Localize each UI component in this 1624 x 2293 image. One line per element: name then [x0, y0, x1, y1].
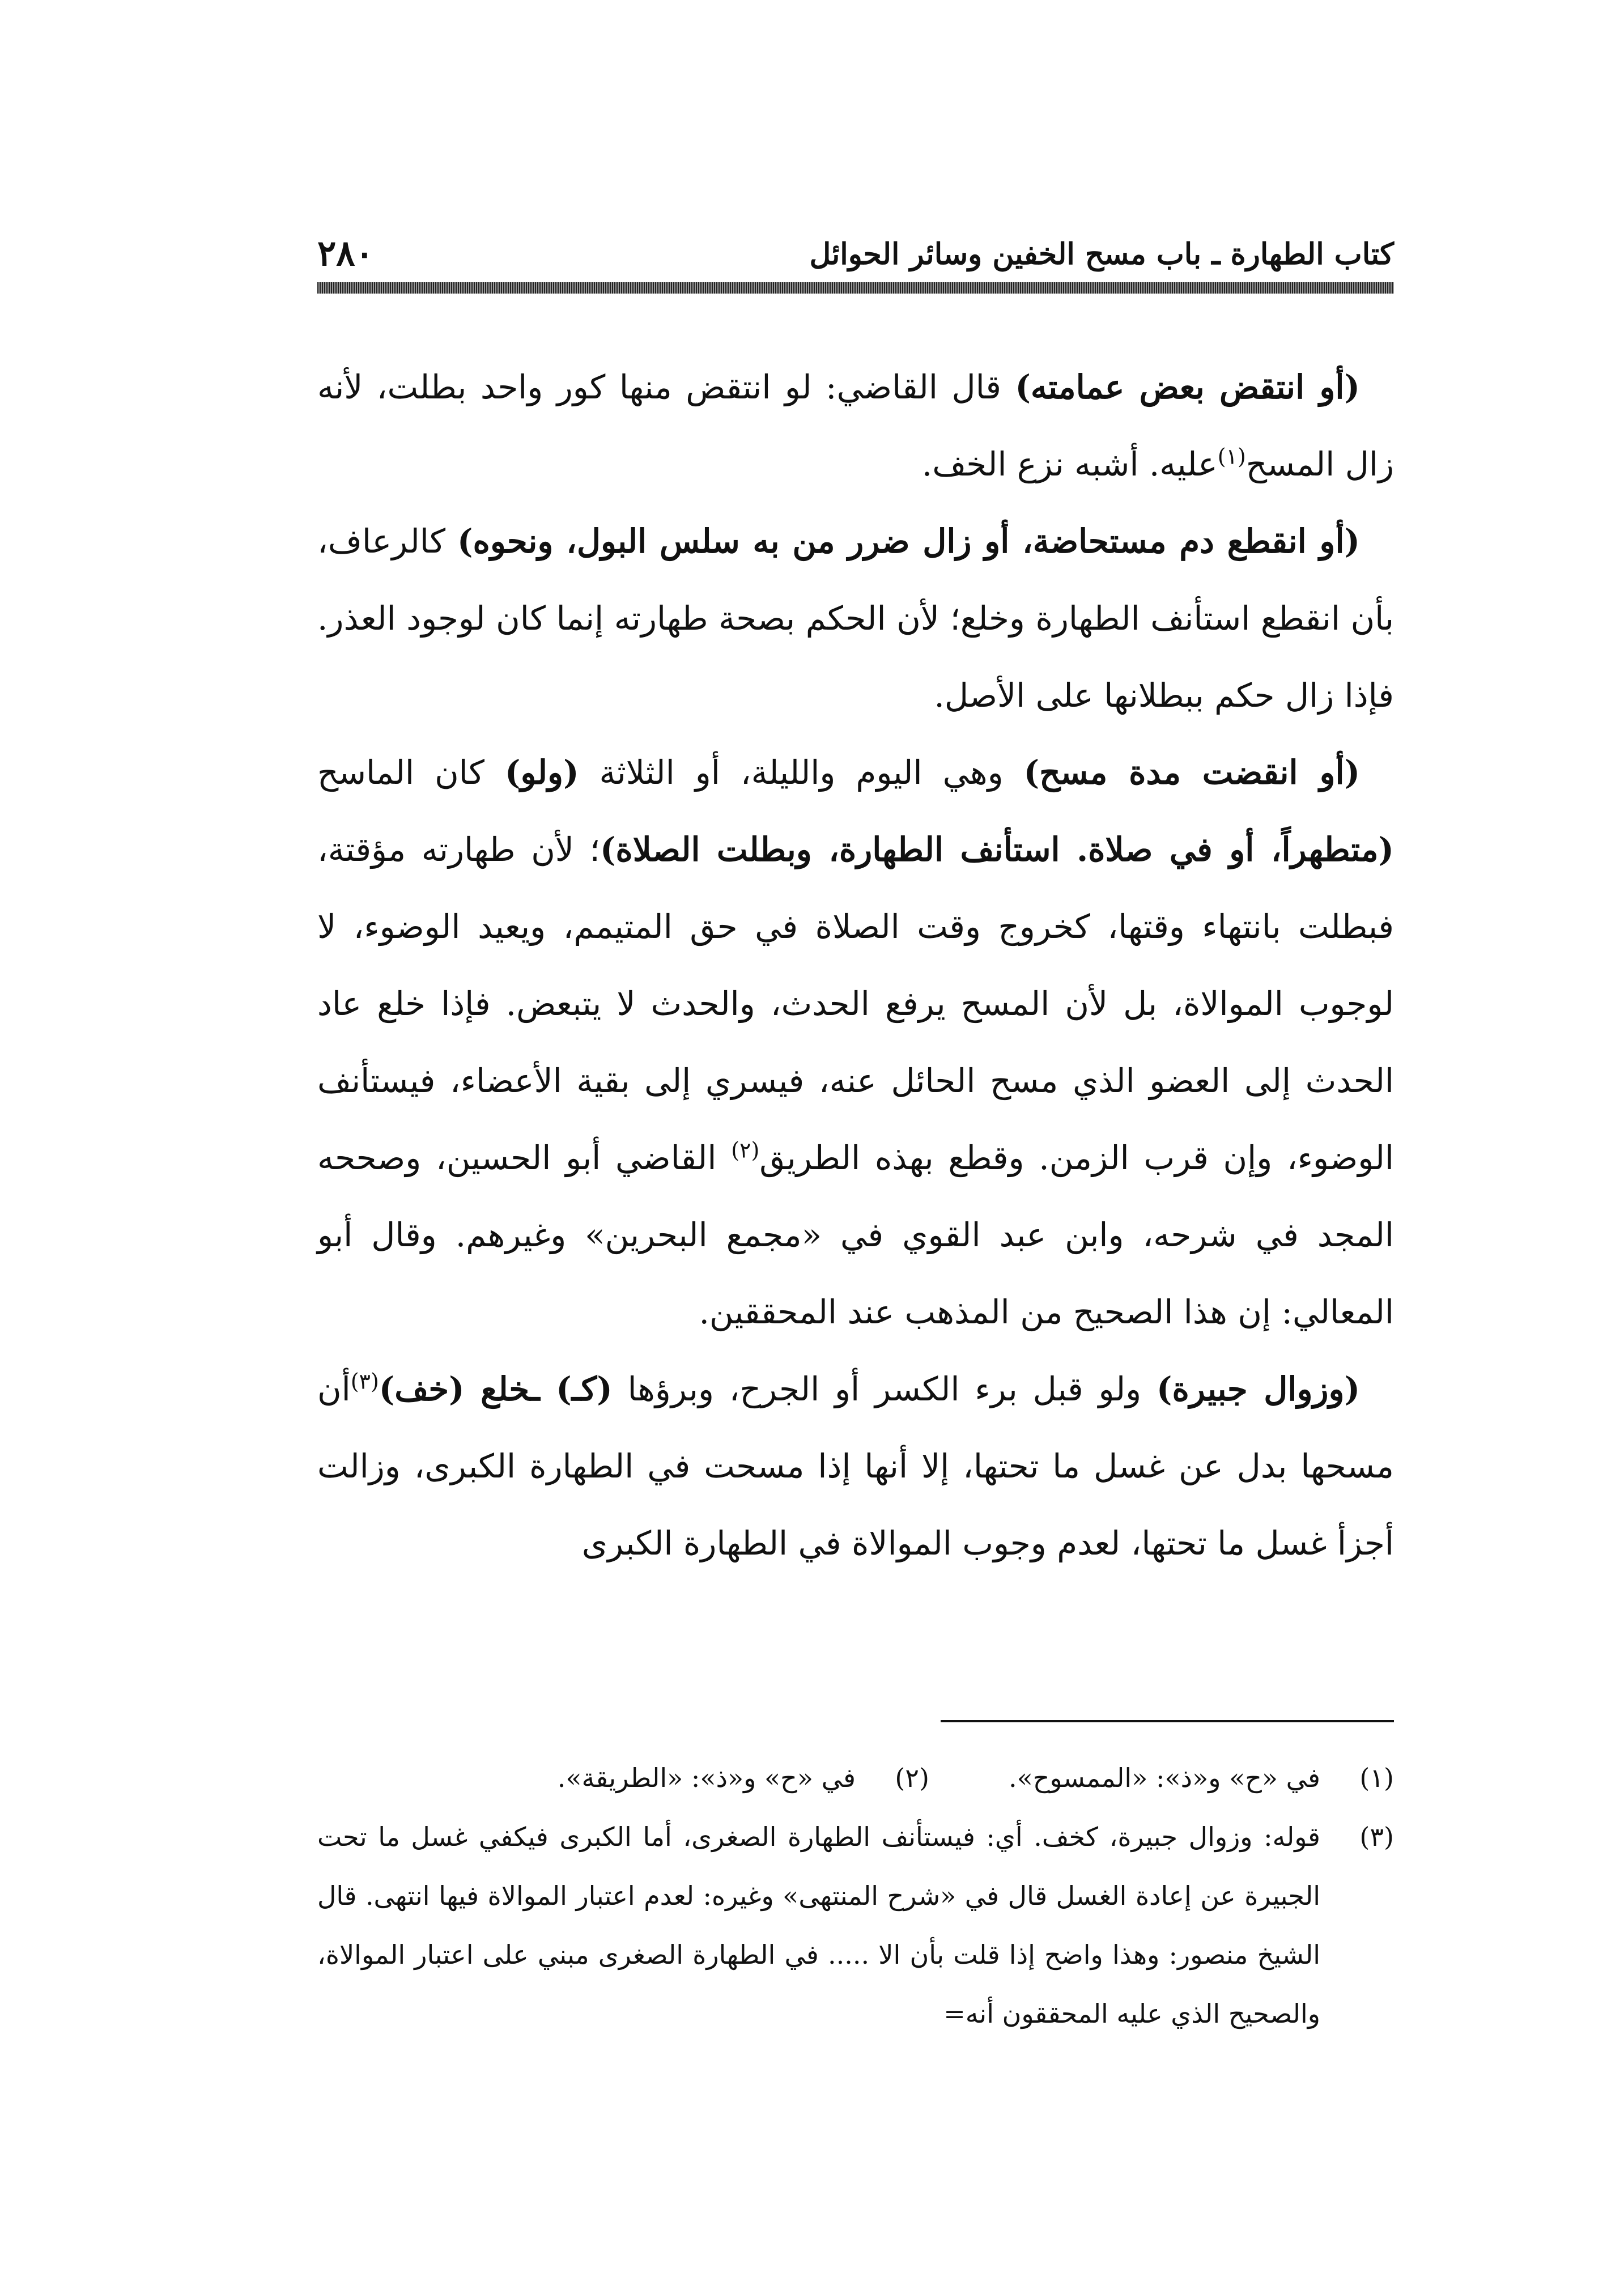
- page-number: ٢٨٠: [317, 232, 374, 274]
- sharh-text: كالرعاف، بأن انقطع استأنف الطهارة وخلع؛ لأن الحكم بصحة طهارته إنما كان لوجود العذر. فإذا زال حكم ببطلانها على الأصل.: [317, 522, 1394, 715]
- matn-text: (وزوال جبيرة): [1157, 1370, 1361, 1408]
- sharh-text: ولو قبل برء الكسر أو الجرح، وبرؤها: [612, 1370, 1157, 1408]
- footnote-rule: [941, 1720, 1394, 1722]
- footnote-ref-3[interactable]: (٣): [350, 1369, 379, 1394]
- footnote-ref-2[interactable]: (٢): [731, 1137, 760, 1163]
- matn-text: (أو انقضت مدة مسح): [1023, 753, 1361, 792]
- header-rule: [317, 282, 1394, 294]
- footnote-3: [317, 1807, 1394, 2043]
- footnote-ref-1[interactable]: (١): [1217, 444, 1246, 469]
- sharh-text: القاضي أبو الحسين، وصححه المجد في شرحه، وابن عبد القوي في «مجمع البحرين» وغيرهم. وقال أبو المعالي: إن هذا الصحيح من المذهب عند المحققين.: [317, 1139, 1394, 1331]
- footnote-number: (٢): [895, 1763, 929, 1793]
- footnote-text: في «ح» و«ذ»: «الطريقة».: [557, 1763, 856, 1793]
- footnote-text: قوله: وزوال جبيرة، كخف. أي: فيستأنف الطهارة الصغرى، أما الكبرى فيكفي غسل ما تحت الجبيرة عن إعادة الغسل قال في «شرح المنتهى» وغيره: لعدم اعتبار الموالاة فيها انتهى. قال الشيخ منصور: وهذا واضح إذا قلت بأن الا ..... في الطهارة الصغرى مبني على اعتبار الموالاة، والصحيح الذي عليه المحققون أنه=: [317, 1821, 1320, 2029]
- matn-text: (متطهراً، أو في صلاة. استأنف الطهارة، وبطلت الصلاة): [600, 830, 1394, 869]
- sharh-text: قال القاضي: لو انتقض منها كور واحد بطلت، لأنه زال المسح: [317, 368, 1394, 483]
- footnote-number: (٣): [1359, 1821, 1394, 1852]
- footnote-text: في «ح» و«ذ»: «الممسوح».: [1008, 1763, 1320, 1793]
- sharh-text: عليه. أشبه نزع الخف.: [921, 445, 1218, 483]
- main-text: [317, 349, 1394, 1582]
- paragraph-4: [317, 1351, 1394, 1582]
- matn-text: (أو انتقض بعض عمامته): [1015, 368, 1360, 406]
- paragraph-1: [317, 349, 1394, 503]
- sharh-text: كان الماسح: [317, 753, 505, 792]
- sharh-text: أن مسحها بدل عن غسل ما تحتها، إلا أنها إذا مسحت في الطهارة الكبرى، وزالت أجزأ غسل ما تحتها، لعدم وجوب الموالاة في الطهارة الكبرى: [317, 1370, 1394, 1562]
- matn-text: (ولو): [504, 753, 579, 792]
- paragraph-3: [317, 734, 1394, 1351]
- sharh-text: وهي اليوم والليلة، أو الثلاثة: [579, 753, 1024, 792]
- page-header: [317, 232, 1394, 283]
- matn-text: (كـ) ـخلع (خف): [379, 1370, 613, 1408]
- sharh-text: ؛ لأن طهارته مؤقتة، فبطلت بانتهاء وقتها، كخروج وقت الصلاة في حق المتيمم، ويعيد الوضوء، لا لوجوب الموالاة، بل لأن المسح يرفع الحدث، والحدث لا يتبعض. فإذا خلع عاد الحدث إلى العضو الذي مسح الحائل عنه، فيسري إلى بقية الأعضاء، فيستأنف الوضوء، وإن قرب الزمن. وقطع بهذه الطريق: [317, 830, 1394, 1177]
- footnotes: [317, 1748, 1394, 2043]
- footnote-line-1-2: [317, 1748, 1394, 1807]
- matn-text: (أو انقطع دم مستحاضة، أو زال ضرر من به سلس البول، ونحوه): [457, 522, 1360, 560]
- footnote-number: (١): [1359, 1763, 1394, 1793]
- paragraph-2: [317, 503, 1394, 734]
- running-title: كتاب الطهارة ـ باب مسح الخفين وسائر الحوائل: [809, 237, 1394, 271]
